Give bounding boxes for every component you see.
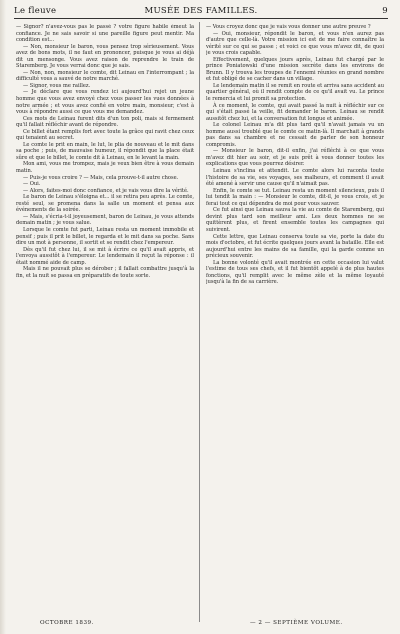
paragraph: Ces mots de Leinau furent dits d'un ton poli, mais si fermement qu'il fallait réfléchir avant de répondre. — [16, 115, 194, 129]
header-left-text: Le fleuve — [14, 6, 57, 16]
paragraph: — Puis-je vous croire ? — Mais, cela prouve-t-il autre chose. — [23, 174, 179, 181]
paragraph: Le lendemain matin il se remit en route et arriva sans accident au quartier général, où il rendit compte de ce qu'il avait vu. Le prince le remercia et lui promit sa protection. — [206, 82, 384, 103]
right-column — [206, 24, 384, 624]
paragraph: Mais il ne pouvait plus se dérober ; il fallait combattre jusqu'à la fin, et la nuit se passa en préparatifs de toute sorte. — [16, 266, 194, 279]
paragraph: Mon ami, vous me trompez, mais je veux bien être à vous demain matin. — [16, 161, 194, 175]
footer-date: OCTOBRE 1839. — [40, 620, 94, 626]
header-title: MUSÉE DES FAMILLES. — [144, 6, 258, 16]
paragraph: À ce moment, le comte, qui avait passé la nuit à réfléchir sur ce qui s'était passé la veille, fit demander le baron. Leinau se rendit aussitôt chez lui, et la conversation fut longue et animée. — [206, 102, 384, 122]
footer-volume: — 2 — SEPTIÈME VOLUME. — [250, 620, 343, 626]
paragraph: — Vous croyez donc que je vais vous donner une autre preuve ? — [206, 24, 371, 30]
paragraph: Le comte le prit en main, le lut, le plia de nouveau et le mit dans sa poche ; puis, de mauvaise humeur, il répondit que la place était sûre et que le billet, le comte dit à Leinau, en le levant la main. — [16, 141, 194, 161]
paragraph: Lorsque le comte fut parti, Leinau resta un moment immobile et pensif ; puis il prit le billet, le regarda et le mit dans sa poche. Sans dire un mot à personne, il sortit et se rendit chez l'empereur. — [16, 226, 194, 247]
paragraph: Cette lettre, que Leinau conserva toute sa vie, porte la date du mois d'octobre, et fut écrite quelques jours avant la bataille. Elle est aujourd'hui entre les mains de sa famille, qui la garde comme un précieux souvenir. — [206, 233, 384, 260]
paragraph: Le baron de Leinau s'éloigna et... il se retira peu après. Le comte, resté seul, se promena dans la salle un moment et pensa aux événements de la soirée. — [16, 194, 194, 214]
paragraph: La bonne volonté qu'il avait montrée en cette occasion lui valut l'estime de tous ses chefs, et il fut bientôt appelé à de plus hautes fonctions, qu'il remplit avec le même zèle et la même loyauté jusqu'à la fin de sa carrière. — [206, 259, 384, 286]
paragraph: — Je déclare que vous rendez ici aujourd'hui rejet un jeune homme que vous avez envoyé chez vous passer les vues données à notre armée ; et vous avez confié en votre main, monsieur, c'est à vous à répondre aussi ce que vous me demandez. — [16, 89, 194, 116]
paragraph: — Monsieur le baron, dit-il enfin, j'ai réfléchi à ce que vous m'avez dit hier au soir, et je suis prêt à vous donner toutes les explications que vous pourrez désirer. — [206, 148, 384, 168]
running-header — [14, 4, 388, 18]
paragraph: — Alors, faites-moi donc confiance, et je vais vous dire la vérité. — [23, 187, 189, 194]
paragraph: — Oui, monsieur, répondit le baron, et vous n'en aurez pas d'autre que celle-là. Votre mission ici est de me faire connaître la vérité sur ce qui se passe ; et voici ce que vous m'avez dit, de quoi je vous crois capable. — [206, 30, 384, 57]
column-divider — [199, 22, 200, 622]
paragraph: Ce fut ainsi que Leinau sauva la vie au comte de Staremberg, qui devint plus tard son meilleur ami. Les deux hommes ne se quittèrent plus, et firent ensemble toutes les campagnes qui suivirent. — [206, 207, 384, 233]
header-rule — [14, 18, 388, 19]
paragraph: Le colonel Leinau m'a dit plus tard qu'il n'avait jamais vu un homme aussi troublé que le comte ce matin-là. Il marchait à grands pas dans sa chambre et ne cessait de parler de son honneur compromis. — [206, 122, 384, 148]
scan-edge-shadow — [0, 0, 6, 634]
paragraph: Dès qu'il fut chez lui, il se mit à écrire ce qu'il avait appris, et l'envoya aussitôt à l'empereur. Le lendemain il reçut la réponse : il était nommé aide de camp. — [16, 246, 194, 266]
page-number: 9 — [382, 6, 388, 16]
paragraph: Effectivement, quelques jours après, Leinau fut chargé par le prince Poniatowski d'une mission secrète dans les environs de Brunn. Il y trouva les troupes de l'ennemi réunies en grand nombre et fut obligé de se cacher dans un village. — [206, 56, 384, 83]
paragraph: Ce billet étant remplis fort avec toute la grâce qui ravit chez ceux qui tenaient au secret. — [16, 128, 194, 142]
paragraph: — Signor? n'avez-vous pas le passé ? votre figure habile émeut la confiance. Je ne sais savoir si une pareille figure peut mentir. Ma condition est... — [16, 24, 194, 44]
paragraph: — Signor, vous me raillez. — [23, 82, 91, 89]
paragraph: Enfin, le comte se tut. Leinau resta un moment silencieux, puis il lui tendit la main : — Monsieur le comte, dit-il, je vous crois, et je ferai tout ce qui dépendra de moi pour vous sauver. — [206, 187, 384, 207]
paragraph: Leinau s'inclina et attendit. Le comte alors lui raconta toute l'histoire de sa vie, ses voyages, ses malheurs, et comment il avait été amené à servir une cause qu'il n'aimait pas. — [206, 168, 384, 188]
paragraph: — Non, monsieur le baron, vous pensez trop sérieusement. Vous avez de bons mots, il ne faut en prononcer, puisque je vous ai déjà dit un mensonge. Vous avez raison de reprendre le train de Staremberg. Je vous verrai donc que je sais. — [16, 43, 194, 70]
paragraph: — Non, non, monsieur le comte, dit Leinau en l'interrompant ; la difficulté vous a sauvé de notre marché. — [16, 69, 194, 83]
paragraph: — Oui. — [23, 181, 41, 188]
left-column — [16, 24, 194, 584]
paragraph: — Mais, s'écria-t-il joyeusement, baron de Leinau, je vous attends demain matin ; je vous salue. — [16, 213, 194, 227]
